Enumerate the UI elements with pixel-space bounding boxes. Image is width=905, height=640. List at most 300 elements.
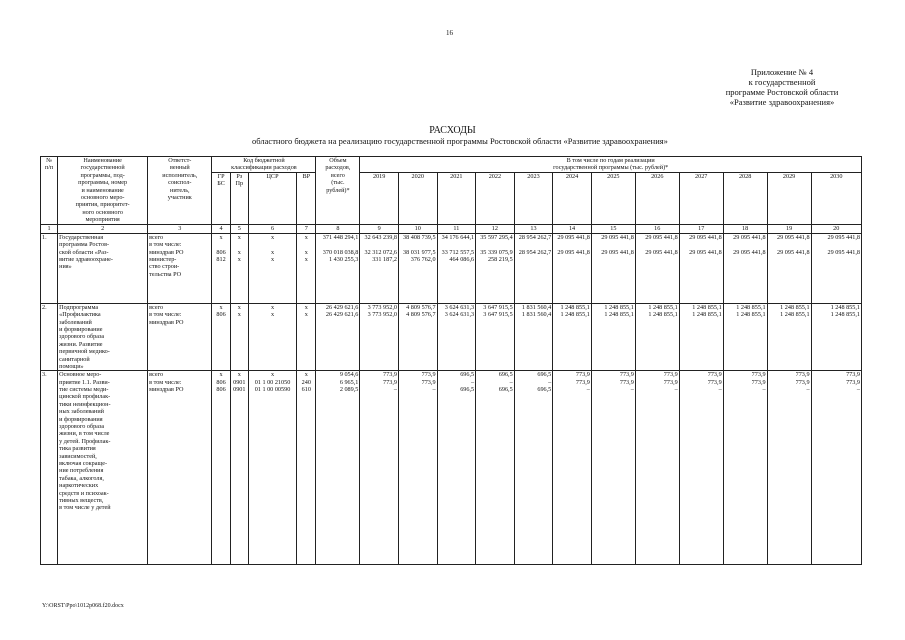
cell-year-value bbox=[723, 371, 767, 565]
document-subtitle: областного бюджета на реализацию государственной программы Ростовской области «Развитие здравоохранения» bbox=[252, 136, 668, 146]
cell-year-value bbox=[679, 303, 723, 371]
row-name-line: ния» bbox=[59, 263, 72, 271]
cell-csr bbox=[248, 233, 296, 303]
row-executor bbox=[148, 371, 212, 565]
header-text: В том числе по годам реализации bbox=[566, 157, 655, 164]
header-text: ВР bbox=[302, 172, 311, 180]
year-value-line bbox=[554, 241, 590, 248]
column-number: 6 bbox=[248, 224, 296, 233]
year-value-line: 1 248 855,1 bbox=[780, 303, 810, 311]
year-value-line: 4 809 576,7 bbox=[406, 303, 436, 311]
cell-year-value bbox=[723, 303, 767, 371]
year-value-line: 1 248 855,1 bbox=[736, 303, 766, 311]
column-number: 1 bbox=[41, 224, 58, 233]
year-value-line: 3 647 915,5 bbox=[483, 303, 513, 311]
row-executor-line: всего bbox=[149, 371, 164, 379]
cell-year-value bbox=[723, 233, 767, 303]
annex-line: к государственной bbox=[748, 77, 816, 87]
row-name-line: в том числе у детей bbox=[59, 504, 111, 512]
header-text: 2029 bbox=[782, 172, 796, 180]
year-value-line: 29 095 441,8 bbox=[733, 248, 766, 256]
cell-rzpr bbox=[230, 303, 248, 371]
row-number-text: 1. bbox=[42, 233, 47, 241]
row-name-line: и формирования bbox=[59, 415, 103, 423]
year-value-line: 35 339 075,9 bbox=[480, 248, 513, 256]
row-name-line: табака, алкоголя, bbox=[59, 474, 104, 482]
cell-vr-line bbox=[298, 241, 314, 248]
year-value-line: 773,9 bbox=[846, 378, 860, 386]
header-text: программы, номер bbox=[78, 179, 128, 187]
header-text: (тыс. bbox=[331, 179, 345, 187]
header-text: ЦСР bbox=[266, 172, 279, 180]
year-value-line: – bbox=[509, 378, 513, 386]
cell-rzpr-line: х bbox=[237, 371, 241, 379]
header-year bbox=[398, 172, 437, 224]
year-value-line: 696,5 bbox=[460, 371, 475, 379]
year-value-line: 773,9 bbox=[575, 378, 590, 386]
header-text: расходов, bbox=[325, 164, 351, 172]
header-text: 2026 bbox=[651, 172, 664, 180]
cell-total-line: 1 430 255,3 bbox=[328, 255, 359, 263]
cell-total-line: 26 429 621,6 bbox=[325, 311, 359, 319]
cell-grbs-line: х bbox=[219, 371, 223, 379]
year-value-line: 1 248 855,1 bbox=[560, 303, 590, 311]
row-name-line: цинской профилак- bbox=[59, 393, 111, 401]
cell-year-value bbox=[635, 303, 679, 371]
year-value-line: 1 248 855,1 bbox=[648, 311, 678, 319]
column-number: 16 bbox=[635, 224, 679, 233]
year-value-line: 258 219,5 bbox=[487, 255, 513, 263]
year-value-line bbox=[769, 256, 810, 263]
cell-csr-line: х bbox=[270, 303, 275, 311]
cell-year-value bbox=[811, 233, 861, 303]
header-text: 2025 bbox=[607, 172, 620, 180]
year-value-line: 35 597 295,4 bbox=[480, 233, 513, 241]
row-executor-line: в том числе: bbox=[149, 311, 182, 319]
row-name-line: включая сокраще- bbox=[59, 459, 108, 467]
header-budget-code bbox=[212, 157, 316, 173]
year-value-line: – bbox=[471, 378, 475, 386]
header-text: Ответст- bbox=[168, 157, 192, 164]
file-path-footer: Y:\ORST\Ppo\1012p068.f20.docx bbox=[42, 603, 124, 609]
cell-rzpr-line: 0901 bbox=[233, 386, 246, 394]
cell-grbs-line: 806 bbox=[216, 378, 226, 386]
row-name-line: жизни. Развитие bbox=[59, 340, 103, 348]
row-name-line: витие здравоохране- bbox=[59, 255, 113, 263]
year-value-line: 1 248 855,1 bbox=[692, 303, 722, 311]
cell-rzpr-line: х bbox=[237, 233, 241, 241]
row-executor-line: минздрав РО bbox=[149, 248, 184, 256]
cell-csr-line bbox=[250, 241, 295, 248]
cell-vr-line: х bbox=[304, 371, 308, 379]
header-year bbox=[553, 172, 592, 224]
year-value-line: 3 647 915,5 bbox=[483, 311, 513, 319]
cell-year-value bbox=[360, 371, 399, 565]
cell-grbs-line: 806 bbox=[216, 248, 226, 256]
cell-vr-line: х bbox=[304, 303, 308, 311]
cell-year-value bbox=[635, 371, 679, 565]
column-number: 2 bbox=[58, 224, 148, 233]
row-name-line: заболеваний bbox=[59, 318, 92, 326]
header-vr bbox=[297, 172, 316, 224]
year-value-line bbox=[637, 256, 678, 263]
year-value-line: 773,9 bbox=[383, 378, 397, 386]
column-number: 12 bbox=[476, 224, 515, 233]
year-value-line: 38 408 739,5 bbox=[403, 233, 436, 241]
year-value-line: 29 095 441,8 bbox=[689, 248, 722, 256]
cell-year-value bbox=[398, 371, 437, 565]
row-name-line: и формирование bbox=[59, 325, 103, 333]
year-value-line bbox=[813, 241, 860, 248]
year-value-line: 1 248 855,1 bbox=[830, 311, 860, 319]
cell-grbs bbox=[212, 303, 230, 371]
row-name-line: средств и психоак- bbox=[59, 489, 109, 497]
year-value-line: 33 712 557,5 bbox=[441, 248, 475, 256]
cell-total-line: 26 429 621,6 bbox=[325, 303, 359, 311]
year-value-line: 1 831 560,4 bbox=[521, 311, 552, 319]
column-number: 18 bbox=[723, 224, 767, 233]
cell-csr-line: х bbox=[270, 311, 275, 319]
row-name-line: Государственная bbox=[59, 233, 104, 241]
row-name-line: приятие 1.1. Разви- bbox=[59, 378, 110, 386]
year-value-line: 28 954 262,7 bbox=[518, 248, 552, 256]
annex-line: «Развитие здравоохранения» bbox=[729, 97, 835, 107]
cell-vr-line: х bbox=[304, 311, 308, 319]
year-value-line: 696,5 bbox=[498, 371, 513, 379]
year-value-line: 29 095 441,8 bbox=[827, 233, 860, 241]
year-value-line: 773,9 bbox=[707, 378, 722, 386]
header-text: всего bbox=[330, 171, 345, 179]
header-executor bbox=[148, 157, 212, 225]
header-text: нитель, bbox=[170, 186, 190, 194]
cell-year-value bbox=[811, 303, 861, 371]
cell-vr-line: х bbox=[304, 255, 308, 263]
year-value-line: 29 095 441,8 bbox=[733, 233, 766, 241]
row-executor-line: министер- bbox=[149, 255, 177, 263]
year-value-line: 773,9 bbox=[663, 378, 678, 386]
cell-csr-line: х bbox=[270, 371, 275, 379]
year-value-line: 773,9 bbox=[421, 378, 436, 386]
year-value-line: 773,9 bbox=[663, 371, 678, 379]
row-name-line: тики неинфекцион- bbox=[59, 400, 111, 408]
year-value-line: 773,9 bbox=[421, 371, 436, 379]
row-name-line: Основное меро- bbox=[59, 371, 102, 379]
cell-rzpr-line: х bbox=[237, 255, 241, 263]
year-value-line: 696,5 bbox=[537, 386, 552, 394]
year-value-line: 773,9 bbox=[707, 371, 722, 379]
year-value-line: 28 954 262,7 bbox=[518, 233, 552, 241]
year-value-line: 3 624 631,3 bbox=[444, 303, 475, 311]
year-value-line: 773,9 bbox=[383, 371, 397, 379]
cell-year-value bbox=[514, 371, 553, 565]
table-row bbox=[41, 303, 862, 371]
column-number: 20 bbox=[811, 224, 861, 233]
header-text: БС bbox=[217, 180, 225, 188]
year-value-line bbox=[516, 256, 552, 263]
header-text: программы, под- bbox=[80, 171, 125, 179]
column-number: 9 bbox=[360, 224, 399, 233]
header-text: основного меро- bbox=[80, 193, 125, 201]
year-value-line: 4 809 576,7 bbox=[406, 311, 436, 319]
year-value-line: – bbox=[393, 386, 397, 394]
cell-total bbox=[316, 233, 360, 303]
year-value-line bbox=[361, 241, 397, 248]
page-number: 16 bbox=[446, 29, 453, 37]
cell-year-value bbox=[811, 371, 861, 565]
row-name-line: санитарной bbox=[59, 355, 90, 363]
cell-csr-line: х bbox=[270, 248, 275, 256]
header-year bbox=[476, 172, 515, 224]
cell-total-line: 371 448 294,1 bbox=[322, 233, 359, 241]
year-value-line: 1 248 855,1 bbox=[648, 303, 678, 311]
cell-csr-line: 01 1 00 21050 bbox=[254, 378, 291, 386]
header-year bbox=[767, 172, 811, 224]
row-number bbox=[41, 371, 58, 565]
cell-rzpr-line: 0901 bbox=[233, 378, 246, 386]
year-value-line: 29 095 441,8 bbox=[777, 233, 810, 241]
year-value-line: 696,5 bbox=[498, 386, 513, 394]
cell-grbs-line: х bbox=[219, 233, 223, 241]
column-number: 5 bbox=[230, 224, 248, 233]
cell-year-value bbox=[360, 233, 399, 303]
row-executor-line: минздрав РО bbox=[149, 386, 184, 394]
header-rzpr bbox=[230, 172, 248, 224]
column-number: 10 bbox=[398, 224, 437, 233]
year-value-line: 38 031 977,5 bbox=[403, 248, 436, 256]
header-text: 2021 bbox=[450, 172, 463, 180]
cell-csr-line: х bbox=[270, 255, 275, 263]
year-value-line bbox=[681, 256, 722, 263]
cell-vr bbox=[297, 371, 316, 565]
header-text: исполнитель, bbox=[162, 171, 198, 179]
cell-year-value bbox=[360, 303, 399, 371]
header-text: венный bbox=[169, 164, 190, 172]
header-text: 2022 bbox=[488, 172, 502, 180]
year-value-line: – bbox=[718, 386, 722, 394]
cell-grbs bbox=[212, 371, 230, 565]
year-value-line: – bbox=[432, 386, 436, 394]
year-value-line: 773,9 bbox=[619, 371, 634, 379]
cell-vr-line: 240 bbox=[301, 378, 311, 386]
row-number bbox=[41, 303, 58, 371]
year-value-line: 773,9 bbox=[751, 371, 766, 379]
cell-rzpr-line: х bbox=[237, 311, 241, 319]
year-value-line: – bbox=[548, 378, 552, 386]
year-value-line: 331 187,2 bbox=[372, 255, 397, 263]
cell-year-value bbox=[398, 233, 437, 303]
header-year bbox=[723, 172, 767, 224]
year-value-line bbox=[477, 241, 513, 248]
header-years-caption bbox=[360, 157, 862, 173]
cell-grbs-line: 812 bbox=[216, 255, 226, 263]
header-text: классификации расходов bbox=[231, 164, 297, 172]
header-text: п/п bbox=[44, 164, 54, 172]
cell-total bbox=[316, 371, 360, 565]
header-year bbox=[635, 172, 679, 224]
row-name bbox=[58, 303, 148, 371]
table-row bbox=[41, 233, 862, 303]
cell-year-value bbox=[553, 371, 592, 565]
year-value-line: 1 248 855,1 bbox=[560, 311, 590, 319]
year-value-line: 32 643 239,8 bbox=[364, 233, 397, 241]
year-value-line: 29 095 441,8 bbox=[557, 233, 590, 241]
header-year bbox=[679, 172, 723, 224]
year-value-line bbox=[813, 256, 860, 263]
row-name bbox=[58, 371, 148, 565]
cell-csr-line: х bbox=[270, 233, 275, 241]
header-text: Код бюджетной bbox=[243, 157, 285, 164]
year-value-line: – bbox=[806, 386, 810, 394]
column-number: 15 bbox=[591, 224, 635, 233]
cell-vr-line: х bbox=[304, 233, 308, 241]
cell-year-value bbox=[437, 303, 476, 371]
header-text: ного основного bbox=[82, 208, 123, 216]
row-executor bbox=[148, 303, 212, 371]
header-text: № bbox=[46, 157, 53, 164]
cell-vr bbox=[297, 303, 316, 371]
cell-grbs-line bbox=[213, 241, 228, 248]
table-row bbox=[41, 371, 862, 565]
cell-year-value bbox=[591, 371, 635, 565]
year-value-line: 34 176 644,1 bbox=[441, 233, 475, 241]
cell-year-value bbox=[437, 371, 476, 565]
cell-rzpr-line bbox=[232, 241, 247, 248]
year-value-line: 696,5 bbox=[460, 386, 475, 394]
header-text: государственной bbox=[80, 164, 125, 172]
row-name-line: «Профилактика bbox=[59, 311, 101, 319]
cell-year-value bbox=[553, 233, 592, 303]
year-value-line: 773,9 bbox=[846, 371, 860, 379]
header-text: 2024 bbox=[565, 172, 579, 180]
header-text: Пр bbox=[235, 180, 244, 188]
column-number: 19 bbox=[767, 224, 811, 233]
column-number: 7 bbox=[297, 224, 316, 233]
column-number: 8 bbox=[316, 224, 360, 233]
year-value-line bbox=[400, 241, 436, 248]
cell-grbs bbox=[212, 233, 230, 303]
cell-vr-line: х bbox=[304, 248, 308, 256]
document-title: РАСХОДЫ bbox=[429, 125, 476, 136]
row-name-line: у детей. Профилак- bbox=[59, 437, 111, 445]
year-value-line: 29 095 441,8 bbox=[645, 248, 678, 256]
year-value-line: – bbox=[630, 386, 634, 394]
row-name-line: ской области «Раз- bbox=[59, 248, 109, 256]
year-value-line bbox=[725, 241, 766, 248]
year-value-line: 1 248 855,1 bbox=[604, 303, 634, 311]
cell-year-value bbox=[679, 371, 723, 565]
cell-vr-line: 610 bbox=[301, 386, 311, 394]
column-number: 13 bbox=[514, 224, 553, 233]
annex-line: Приложение № 4 bbox=[750, 67, 814, 77]
header-csr bbox=[248, 172, 296, 224]
year-value-line bbox=[439, 241, 475, 248]
cell-total-line: 9 054,6 bbox=[339, 371, 359, 379]
row-name-line: зависимостей, bbox=[59, 452, 97, 460]
cell-rzpr bbox=[230, 233, 248, 303]
year-value-line: 773,9 bbox=[751, 378, 766, 386]
year-value-line: 464 086,6 bbox=[449, 255, 475, 263]
year-value-line bbox=[725, 256, 766, 263]
header-text: 2028 bbox=[738, 172, 752, 180]
cell-total bbox=[316, 303, 360, 371]
year-value-line bbox=[593, 256, 634, 263]
row-name-line: ние потребления bbox=[59, 467, 104, 475]
year-value-line bbox=[769, 241, 810, 248]
cell-total-line: 2 089,5 bbox=[339, 386, 359, 394]
year-value-line: 773,9 bbox=[795, 371, 810, 379]
year-value-line: 1 248 855,1 bbox=[736, 311, 766, 319]
cell-year-value bbox=[437, 233, 476, 303]
header-year bbox=[437, 172, 476, 224]
row-executor-line: всего bbox=[149, 303, 164, 311]
row-number-text: 2. bbox=[42, 303, 47, 311]
cell-year-value bbox=[591, 303, 635, 371]
year-value-line: 29 095 441,8 bbox=[827, 248, 860, 256]
year-value-line: 29 095 441,8 bbox=[601, 248, 634, 256]
cell-rzpr bbox=[230, 371, 248, 565]
column-number: 11 bbox=[437, 224, 476, 233]
header-text: ГР bbox=[217, 172, 225, 180]
column-number: 17 bbox=[679, 224, 723, 233]
year-value-line bbox=[681, 241, 722, 248]
row-executor-line: в том числе: bbox=[149, 378, 182, 386]
year-value-line: 1 248 855,1 bbox=[780, 311, 810, 319]
year-value-line bbox=[593, 241, 634, 248]
year-value-line: 3 773 952,0 bbox=[367, 311, 397, 319]
row-executor-line: минздрав РО bbox=[149, 318, 184, 326]
cell-year-value bbox=[514, 303, 553, 371]
year-value-line: 3 624 631,3 bbox=[444, 311, 475, 319]
row-number-text: 3. bbox=[42, 371, 47, 379]
year-value-line: – bbox=[856, 386, 860, 394]
row-executor-line: тельства РО bbox=[149, 270, 182, 278]
cell-total-line: 370 018 038,8 bbox=[322, 248, 359, 256]
row-name-line: жизни, в том числе bbox=[59, 430, 110, 438]
header-grbs bbox=[212, 172, 230, 224]
cell-year-value bbox=[679, 233, 723, 303]
header-text: Объем bbox=[329, 157, 347, 164]
year-value-line: 29 095 441,8 bbox=[645, 233, 678, 241]
cell-year-value bbox=[767, 371, 811, 565]
row-number bbox=[41, 233, 58, 303]
year-value-line: 32 312 072,6 bbox=[364, 248, 397, 256]
column-number: 3 bbox=[148, 224, 212, 233]
expenses-table bbox=[40, 156, 862, 565]
cell-year-value bbox=[767, 233, 811, 303]
cell-total-line bbox=[317, 241, 358, 248]
cell-csr bbox=[248, 303, 296, 371]
row-name-line: первичной медико- bbox=[59, 348, 110, 356]
cell-rzpr-line: х bbox=[237, 248, 241, 256]
header-text: 2019 bbox=[372, 172, 386, 180]
header-text: приятия, приоритет- bbox=[75, 201, 130, 209]
header-text: соиспол- bbox=[168, 179, 192, 187]
year-value-line: 29 095 441,8 bbox=[777, 248, 810, 256]
cell-total-line: 6 965,1 bbox=[339, 378, 359, 386]
header-text: мероприятия bbox=[85, 216, 120, 224]
row-executor-line: в том числе: bbox=[149, 241, 182, 249]
annex-line: программе Ростовской области bbox=[725, 87, 839, 97]
year-value-line: 773,9 bbox=[795, 378, 810, 386]
column-number: 14 bbox=[553, 224, 592, 233]
cell-rzpr-line: х bbox=[237, 303, 241, 311]
row-executor-line: всего bbox=[149, 233, 164, 241]
cell-vr bbox=[297, 233, 316, 303]
year-value-line bbox=[637, 241, 678, 248]
row-name-line: программа Ростов- bbox=[59, 241, 110, 249]
header-year bbox=[591, 172, 635, 224]
cell-year-value bbox=[476, 233, 515, 303]
